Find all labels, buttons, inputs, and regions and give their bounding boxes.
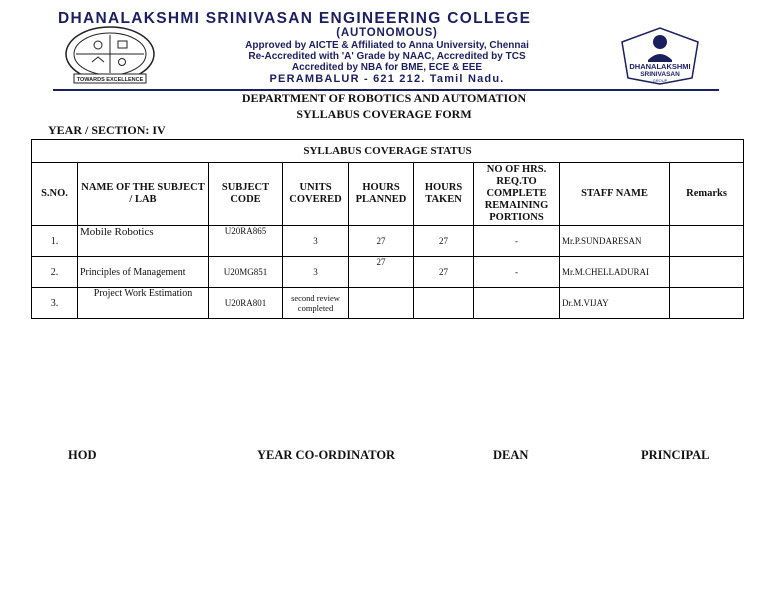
approval-line: Approved by AICTE & Affiliated to Anna University, Chennai [245,40,529,51]
accreditation-line: Re-Accredited with 'A' Grade by NAAC, Accredited by TCS [248,51,526,62]
syllabus-coverage-table [31,139,744,319]
cell-remarks [670,226,744,257]
cell-subject-code: U20MG851 [209,257,283,288]
cell-hours-planned [349,288,414,319]
department-title: DEPARTMENT OF ROBOTICS AND AUTOMATION [241,91,527,105]
cell-sno: 1. [32,226,78,257]
group-logo-text-1: DHANALAKSHMI [629,62,691,71]
cell-hours-taken: 27 [414,257,474,288]
cell-subject-code: U20RA801 [209,288,283,319]
address-line: PERAMBALUR - 621 212. Tamil Nadu. [269,73,505,85]
cell-sno: 3. [32,288,78,319]
col-subject-name: NAME OF THE SUBJECT / LAB [78,163,209,226]
table-title: SYLLABUS COVERAGE STATUS [32,140,744,163]
cell-hours-planned: 27 [349,226,414,257]
col-hours-planned: HOURS PLANNED [349,163,414,226]
cell-subject-code: U20RA865 [209,226,283,257]
signature-year-coordinator: YEAR CO-ORDINATOR [257,448,396,462]
cell-staff-name: Dr.M.VIJAY [560,288,670,319]
cell-subject-name: Project Work Estimation [78,288,209,319]
nba-line: Accredited by NBA for BME, ECE & EEE [291,62,483,73]
year-section: YEAR / SECTION: IV [48,123,166,137]
col-hours-required: NO OF HRS. REQ.TO COMPLETE REMAINING PORTIONS [474,163,560,226]
col-staff-name: STAFF NAME [560,163,670,226]
table-header-row [32,163,744,226]
cell-sno: 2. [32,257,78,288]
cell-hours-taken: 27 [414,226,474,257]
col-units-covered: UNITS COVERED [283,163,349,226]
cell-hours-required: - [474,226,560,257]
college-emblem-logo [62,26,158,86]
cell-subject-name: Mobile Robotics [78,226,209,257]
signature-principal: PRINCIPAL [641,448,710,462]
cell-hours-taken [414,288,474,319]
cell-staff-name: Mr.P.SUNDARESAN [560,226,670,257]
table-row [32,226,744,257]
group-logo-text-2: SRINIVASAN [640,71,680,78]
cell-hours-planned: 27 [349,257,414,288]
col-remarks: Remarks [670,163,744,226]
group-logo-text-3: GROUP [652,78,668,83]
college-name: DHANALAKSHMI SRINIVASAN ENGINEERING COLLEGE [58,10,532,27]
table-row [32,257,744,288]
autonomous-label: (AUTONOMOUS) [336,27,438,39]
cell-subject-name: Principles of Management [78,257,209,288]
col-sno: S.NO. [32,163,78,226]
logo-motto: TOWARDS EXCELLENCE [76,77,144,83]
col-subject-code: SUBJECT CODE [209,163,283,226]
cell-units-covered: second review completed [283,288,349,319]
col-hours-taken: HOURS TAKEN [414,163,474,226]
cell-staff-name: Mr.M.CHELLADURAI [560,257,670,288]
cell-hours-required: - [474,257,560,288]
cell-units-covered: 3 [283,226,349,257]
signature-dean: DEAN [493,448,529,462]
form-title: SYLLABUS COVERAGE FORM [296,107,472,121]
cell-remarks [670,257,744,288]
cell-units-covered: 3 [283,257,349,288]
group-logo [612,24,708,86]
cell-hours-required [474,288,560,319]
table-row [32,288,744,319]
cell-remarks [670,288,744,319]
signature-hod: HOD [68,448,97,462]
